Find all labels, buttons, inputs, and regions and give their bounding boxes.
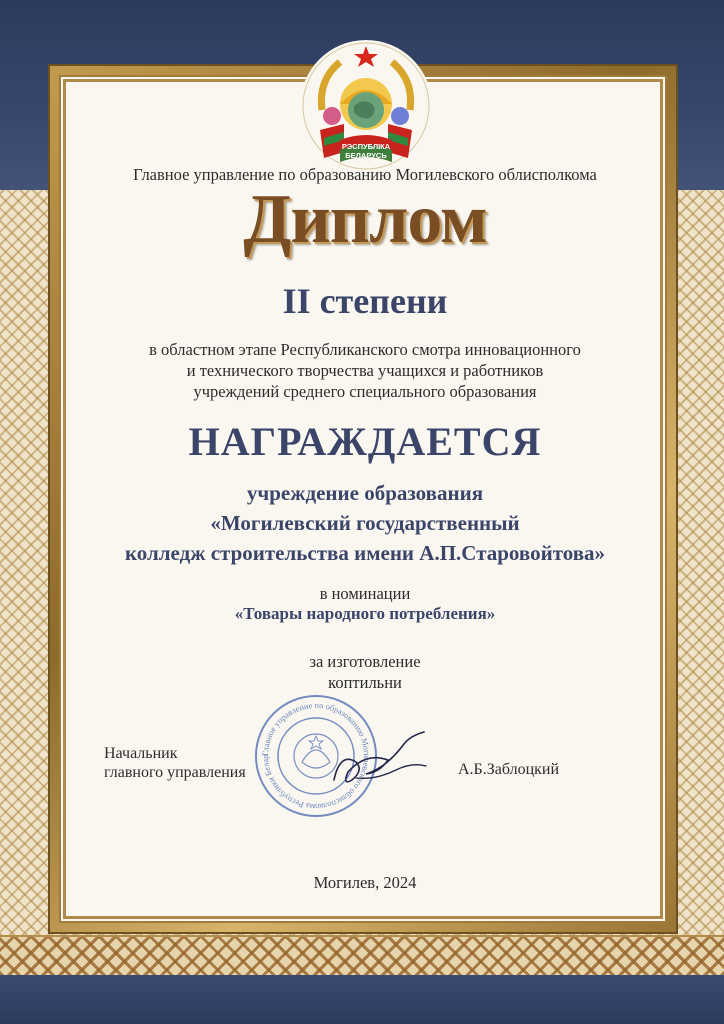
signatory-role-line: главного управления (104, 764, 246, 781)
recipient-name (70, 478, 660, 568)
description-line: в областном этапе Республиканского смотра инновационного (149, 340, 581, 359)
description-line: учреждений среднего специального образования (193, 382, 537, 401)
award-reason-line: коптильни (328, 673, 402, 692)
diploma-degree: II степени (282, 281, 448, 321)
city-and-year: Могилев, 2024 (313, 873, 417, 892)
awarded-heading: НАГРАЖДАЕТСЯ (188, 419, 542, 464)
award-reason-line: за изготовление (309, 652, 421, 671)
emblem-ribbon-text-2: БЕЛАРУСЬ (345, 151, 387, 160)
signatory-role (104, 744, 246, 782)
emblem-ribbon-text-1: РЭСПУБЛІКА (341, 142, 391, 151)
handwritten-signature (326, 722, 428, 798)
diploma-title: Диплом (243, 181, 487, 258)
bottom-navy-band (0, 975, 724, 1024)
nomination-value: «Товары народного потребления» (234, 604, 496, 623)
stamp-text: Главное управление по образованию Могилевского облисполкома Республики Белар (260, 700, 372, 812)
description-line: и технического творчества учащихся и работников (186, 361, 544, 380)
signatory-role-line: Начальник (104, 745, 178, 762)
nomination-label: в номинации (319, 584, 411, 603)
award-reason (270, 651, 460, 693)
bottom-ornament-band (0, 935, 724, 977)
recipient-line: учреждение образования (246, 481, 484, 505)
issuing-authority: Главное управление по образованию Могилевского облисполкома (133, 165, 597, 184)
belarus-state-emblem-icon (300, 40, 432, 172)
recipient-line: колледж строительства имени А.П.Старовойтова» (124, 541, 606, 565)
recipient-line: «Могилевский государственный (210, 511, 520, 535)
signatory-name: А.Б.Заблоцкий (458, 761, 560, 778)
contest-description (90, 339, 640, 402)
